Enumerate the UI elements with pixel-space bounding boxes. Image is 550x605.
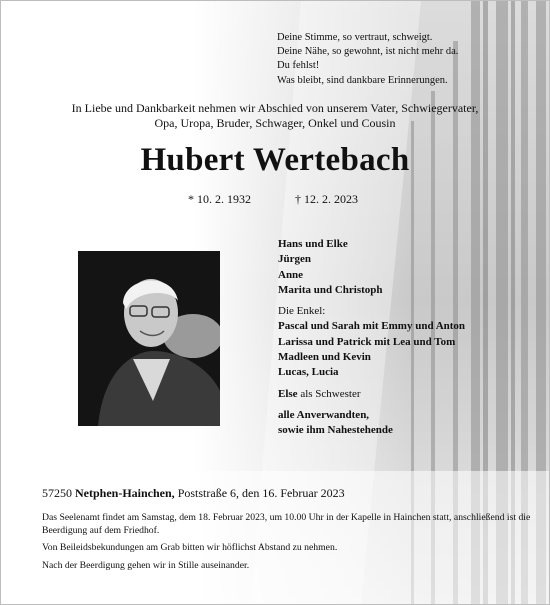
note-paragraph: Das Seelenamt findet am Samstag, dem 18. Februar 2023, um 10.00 Uhr in der Kapelle in Hainchen statt, anschließend ist die Beerdigung auf dem Friedhof. <box>42 512 531 536</box>
grandchildren-label: Die Enkel: <box>278 305 326 318</box>
family-list <box>278 237 465 439</box>
family-member: Marita und Christoph <box>278 283 383 296</box>
sister-line <box>278 387 465 402</box>
intro-line: Opa, Uropa, Bruder, Schwager, Onkel und Cousin <box>154 116 396 130</box>
birth-date: * 10. 2. 1932 <box>188 192 251 206</box>
family-member: Larissa und Patrick mit Lea und Tom <box>278 335 456 348</box>
sister-name: Else <box>278 387 298 400</box>
portrait-image <box>78 251 220 426</box>
sister-role: als Schwester <box>297 387 361 400</box>
postcode: 57250 <box>42 486 75 500</box>
portrait-photo <box>78 251 220 426</box>
death-date: † 12. 2. 2023 <box>295 192 358 206</box>
family-member: Jürgen <box>278 253 311 266</box>
intro-line: In Liebe und Dankbarkeit nehmen wir Abschied von unserem Vater, Schwiegervater, <box>71 101 479 115</box>
funeral-notes <box>42 512 532 577</box>
poem <box>277 31 458 88</box>
family-member: Anne <box>278 268 304 281</box>
family-member: Hans und Elke <box>278 238 348 250</box>
family-member: Madleen und Kevin <box>278 351 371 364</box>
note-paragraph: Von Beileidsbekundungen am Grab bitten wir höflichst Abstand zu nehmen. <box>42 542 338 553</box>
relatives-line: sowie ihm Nahestehende <box>278 424 393 437</box>
poem-line: Du fehlst! <box>277 60 320 72</box>
family-member: Lucas, Lucia <box>278 366 339 379</box>
family-member: Pascal und Sarah mit Emmy und Anton <box>278 320 466 333</box>
deceased-name: Hubert Wertebach <box>140 142 410 178</box>
poem-line: Deine Stimme, so vertraut, schweigt. <box>277 32 433 43</box>
relatives-line: alle Anverwandten, <box>278 408 370 421</box>
poem-line: Was bleibt, sind dankbare Erinnerungen. <box>277 74 448 86</box>
poem-line: Deine Nähe, so gewohnt, ist nicht mehr da. <box>277 46 459 58</box>
note-paragraph: Nach der Beerdigung gehen wir in Stille auseinander. <box>42 559 250 571</box>
street-and-date: Poststraße 6, den 16. Februar 2023 <box>174 486 345 500</box>
address-line <box>42 486 345 501</box>
intro-text <box>21 101 529 131</box>
place-name: Netphen-Hainchen, <box>75 486 175 500</box>
